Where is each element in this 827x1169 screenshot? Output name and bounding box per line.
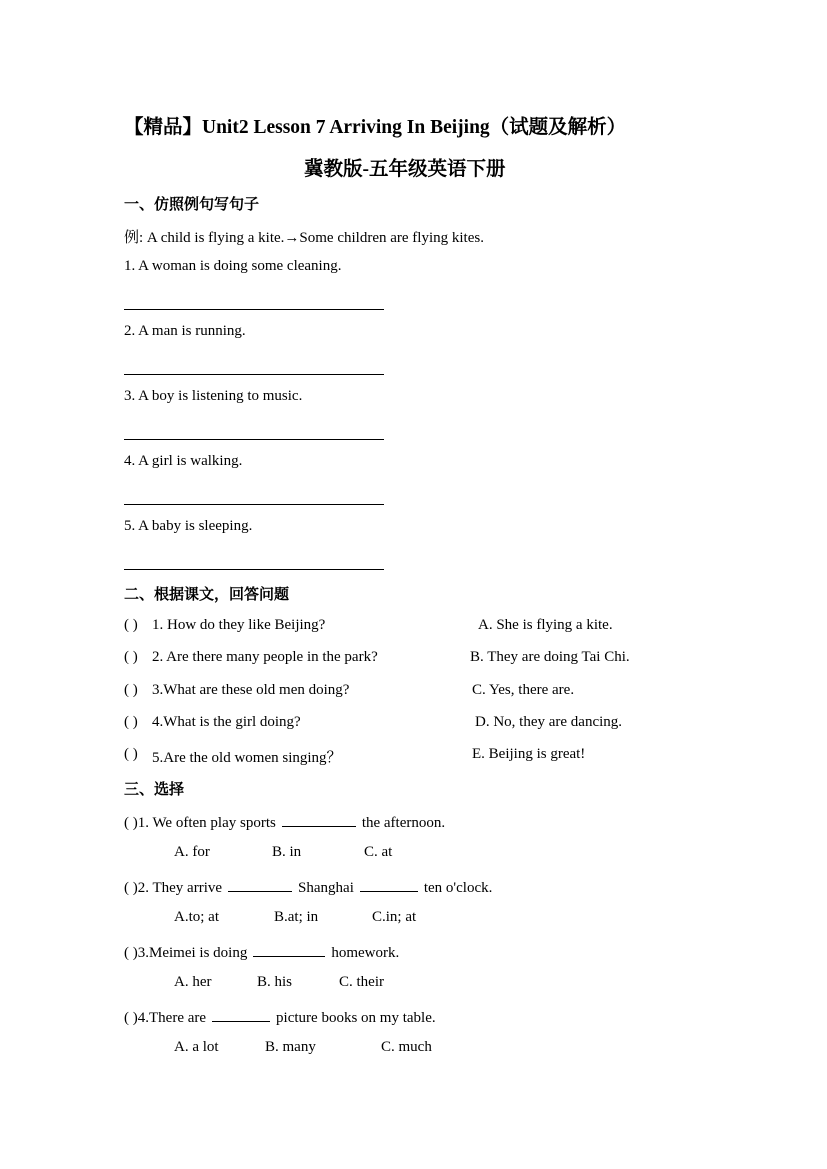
- rewrite-item-5: 5. A baby is sleeping.: [124, 518, 253, 534]
- example-label: 例: [124, 228, 140, 246]
- fill-blank[interactable]: [253, 942, 325, 957]
- answer-line-2[interactable]: [124, 374, 384, 375]
- document-subtitle: 冀教版-五年级英语下册: [304, 159, 506, 180]
- match-answer-c: C. Yes, there are.: [472, 682, 575, 698]
- option-c[interactable]: C. much: [381, 1039, 432, 1055]
- match-question-4: 4.What is the girl doing?: [152, 714, 301, 730]
- question-text: homework.: [331, 945, 400, 961]
- question-text: picture books on my table.: [276, 1010, 436, 1026]
- fill-blank[interactable]: [282, 812, 356, 827]
- rewrite-item-2: 2. A man is running.: [124, 323, 246, 339]
- question-text: 3.Meimei is doing: [137, 945, 248, 961]
- answer-paren[interactable]: ( ): [124, 682, 138, 698]
- rewrite-item-1: 1. A woman is doing some cleaning.: [124, 258, 342, 274]
- mc-question-2: [124, 877, 492, 897]
- answer-line-1[interactable]: [124, 309, 384, 310]
- question-text: 4.There are: [137, 1010, 207, 1026]
- mc-question-3: [124, 942, 399, 962]
- answer-paren[interactable]: ( ): [124, 945, 138, 961]
- match-question-5: 5.Are the old women singing？: [152, 750, 342, 766]
- answer-paren[interactable]: ( ): [124, 815, 138, 831]
- option-a[interactable]: A. her: [174, 974, 212, 990]
- option-b[interactable]: B. in: [272, 844, 302, 860]
- option-a[interactable]: A. a lot: [174, 1039, 219, 1055]
- option-c[interactable]: C. at: [364, 844, 393, 860]
- answer-line-4[interactable]: [124, 504, 384, 505]
- option-a[interactable]: A. for: [174, 844, 210, 860]
- answer-paren[interactable]: ( ): [124, 880, 138, 896]
- option-b[interactable]: B. many: [265, 1039, 316, 1055]
- match-answer-b: B. They are doing Tai Chi.: [470, 649, 630, 665]
- fill-blank[interactable]: [212, 1007, 270, 1022]
- section-heading-3: 三、选择: [124, 780, 185, 798]
- fill-blank[interactable]: [360, 877, 418, 892]
- answer-paren[interactable]: ( ): [124, 649, 138, 665]
- question-text: 2. They arrive: [137, 880, 223, 896]
- question-text: Shanghai: [298, 880, 354, 896]
- rewrite-item-3: 3. A boy is listening to music.: [124, 388, 303, 404]
- answer-paren[interactable]: ( ): [124, 746, 138, 762]
- rewrite-item-4: 4. A girl is walking.: [124, 453, 243, 469]
- option-b[interactable]: B. his: [257, 974, 293, 990]
- match-answer-e: E. Beijing is great!: [472, 746, 586, 762]
- option-c[interactable]: C.in; at: [372, 909, 417, 925]
- document-title: 【精品】Unit2 Lesson 7 Arriving In Beijing（试题及解析）: [124, 117, 627, 138]
- answer-line-5[interactable]: [124, 569, 384, 570]
- fill-blank[interactable]: [228, 877, 292, 892]
- example-result: Some children are flying kites.: [299, 230, 484, 246]
- question-text: ten o'clock.: [423, 880, 493, 896]
- question-text: 1. We often play sports: [137, 815, 276, 831]
- answer-paren[interactable]: ( ): [124, 714, 138, 730]
- match-question-1: 1. How do they like Beijing?: [152, 617, 326, 633]
- mc-question-1: [124, 812, 445, 832]
- option-c[interactable]: C. their: [339, 974, 384, 990]
- match-question-2: 2. Are there many people in the park?: [152, 649, 378, 665]
- arrow-icon: →: [284, 230, 300, 246]
- question-text: the afternoon.: [361, 815, 446, 831]
- answer-paren[interactable]: ( ): [124, 1010, 138, 1026]
- match-answer-a: A. She is flying a kite.: [478, 617, 613, 633]
- example-text: : A child is flying a kite.: [139, 230, 285, 246]
- answer-line-3[interactable]: [124, 439, 384, 440]
- section-heading-1: 一、仿照例句写句子: [124, 195, 260, 213]
- match-answer-d: D. No, they are dancing.: [475, 714, 623, 730]
- answer-paren[interactable]: ( ): [124, 617, 138, 633]
- match-question-3: 3.What are these old men doing?: [152, 682, 350, 698]
- section-heading-2: 二、根据课文，回答问题: [124, 585, 290, 603]
- mc-question-4: [124, 1007, 436, 1027]
- example-sentence: [124, 226, 484, 247]
- option-b[interactable]: B.at; in: [274, 909, 319, 925]
- option-a[interactable]: A.to; at: [174, 909, 219, 925]
